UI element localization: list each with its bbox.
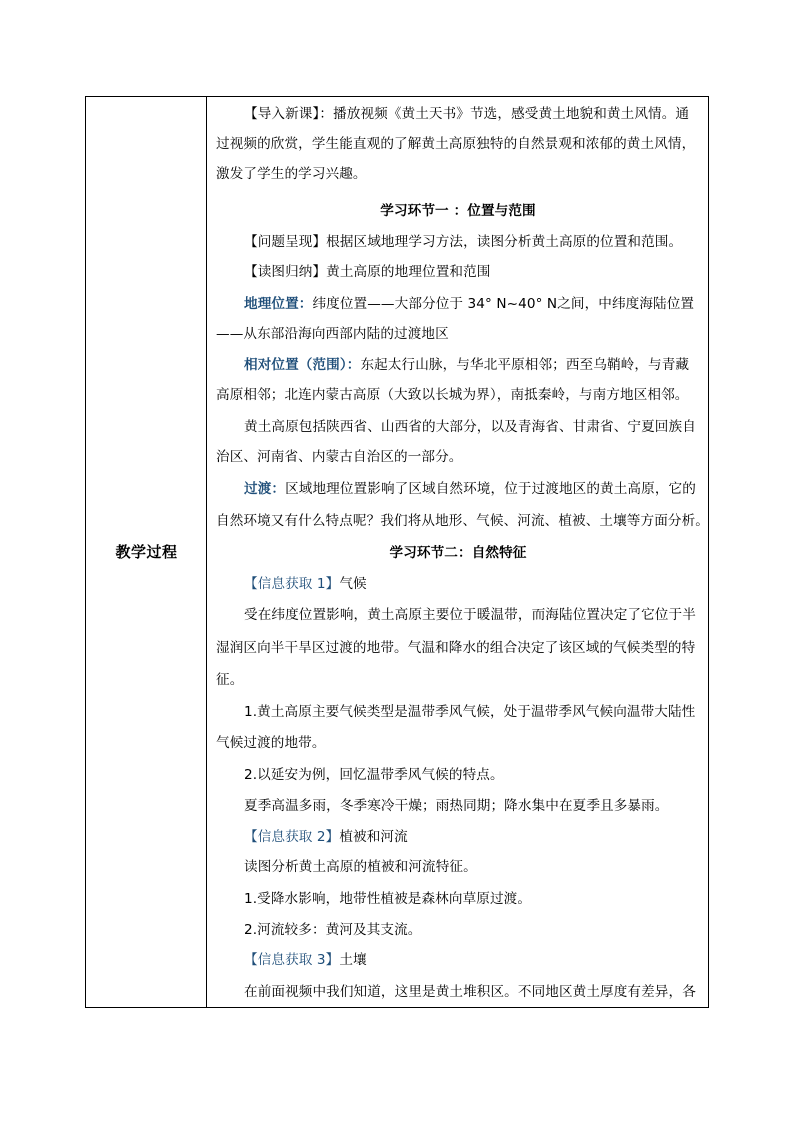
info-2-para: 读图分析黄土高原的植被和河流特征。 [244,859,477,875]
transition-text: 区域地理位置影响了区域自然环境，位于过渡地区的黄土高原，它的 [285,481,696,497]
info-1-heading [244,572,367,592]
transition-line-2: 自然环境又有什么特点呢？我们将从地形、气候、河流、植被、土壤等方面分析。 [216,513,709,529]
label-column [86,97,207,1007]
section-heading-2: 学习环节二：自然特征 [389,545,527,561]
relative-position-line-2: 高原相邻；北连内蒙古高原（大致以长城为界），南抵秦岭，与南方地区相邻。 [216,387,689,403]
relative-position-label: 相对位置（范围）： [244,357,361,373]
info-2-item-1: 1.受降水影响，地带性植被是森林向草原过渡。 [244,891,532,907]
info-3-para-line-1: 在前面视频中我们知道，这里是黄土堆积区。不同地区黄土厚度有差异，各 [244,984,696,1000]
intro-line-2: 过视频的欣赏，学生能直观的了解黄土高原独特的自然景观和浓郁的黄土风情， [216,136,696,152]
section-heading-1: 学习环节一 ：位置与范围 [380,203,536,219]
geo-position-label: 地理位置： [244,296,313,312]
geo-position-line-1 [244,292,694,312]
transition-line-1 [244,477,696,497]
info-1-item-2: 2.以延安为例，回忆温带季风气候的特点。 [244,767,504,783]
info-2-item-2: 2.河流较多：黄河及其支流。 [244,922,422,938]
info-1-para-line-2: 湿润区向半干旱区过渡的地带。气温和降水的组合决定了该区域的气候类型的特 [216,640,696,656]
info-1-para-line-3: 征。 [216,672,244,688]
info-1-answer: 夏季高温多雨，冬季寒冷干燥；雨热同期；降水集中在夏季且多暴雨。 [244,798,669,814]
question-present: 【问题呈现】根据区域地理学习方法，读图分析黄土高原的位置和范围。 [244,234,683,250]
relative-position-line-1 [244,353,689,373]
info-2-heading [244,825,408,845]
geo-position-line-2: ——从东部沿海向西部内陆的过渡地区 [216,326,449,342]
provinces-line-1: 黄土高原包括陕西省、山西省的大部分，以及青海省、甘肃省、宁夏回族自 [244,419,696,435]
intro-line-1: 【导入新课】：播放视频《黄土天书》节选，感受黄土地貌和黄土风情。通 [244,106,690,122]
info-1-tag: 【信息获取 1】 [244,576,340,592]
intro-line-3: 激发了学生的学习兴趣。 [216,166,367,182]
transition-label: 过渡： [244,481,286,497]
content-column [208,97,708,1007]
geo-position-text: 纬度位置——大部分位于 34° N~40° N之间，中纬度海陆位置 [312,296,695,312]
read-summary: 【读图归纳】黄土高原的地理位置和范围 [244,264,491,280]
info-3-heading [244,948,367,968]
info-1-item-1-line-1: 1.黄土高原主要气候类型是温带季风气候，处于温带季风气候向温带大陆性 [244,704,696,720]
info-1-para-line-1: 受在纬度位置影响，黄土高原主要位于暖温带，而海陆位置决定了它位于半 [244,607,696,623]
lesson-table [85,96,709,1008]
info-3-title: 土壤 [339,952,367,968]
relative-position-text: 东起太行山脉，与华北平原相邻；西至乌鞘岭，与青藏 [360,357,690,373]
row-label: 教学过程 [115,543,178,561]
info-2-tag: 【信息获取 2】 [244,829,340,845]
info-1-item-1-line-2: 气候过渡的地带。 [216,735,326,751]
info-1-title: 气候 [339,576,367,592]
info-2-title: 植被和河流 [339,829,408,845]
provinces-line-2: 治区、河南省、内蒙古自治区的一部分。 [216,449,463,465]
info-3-tag: 【信息获取 3】 [244,952,340,968]
